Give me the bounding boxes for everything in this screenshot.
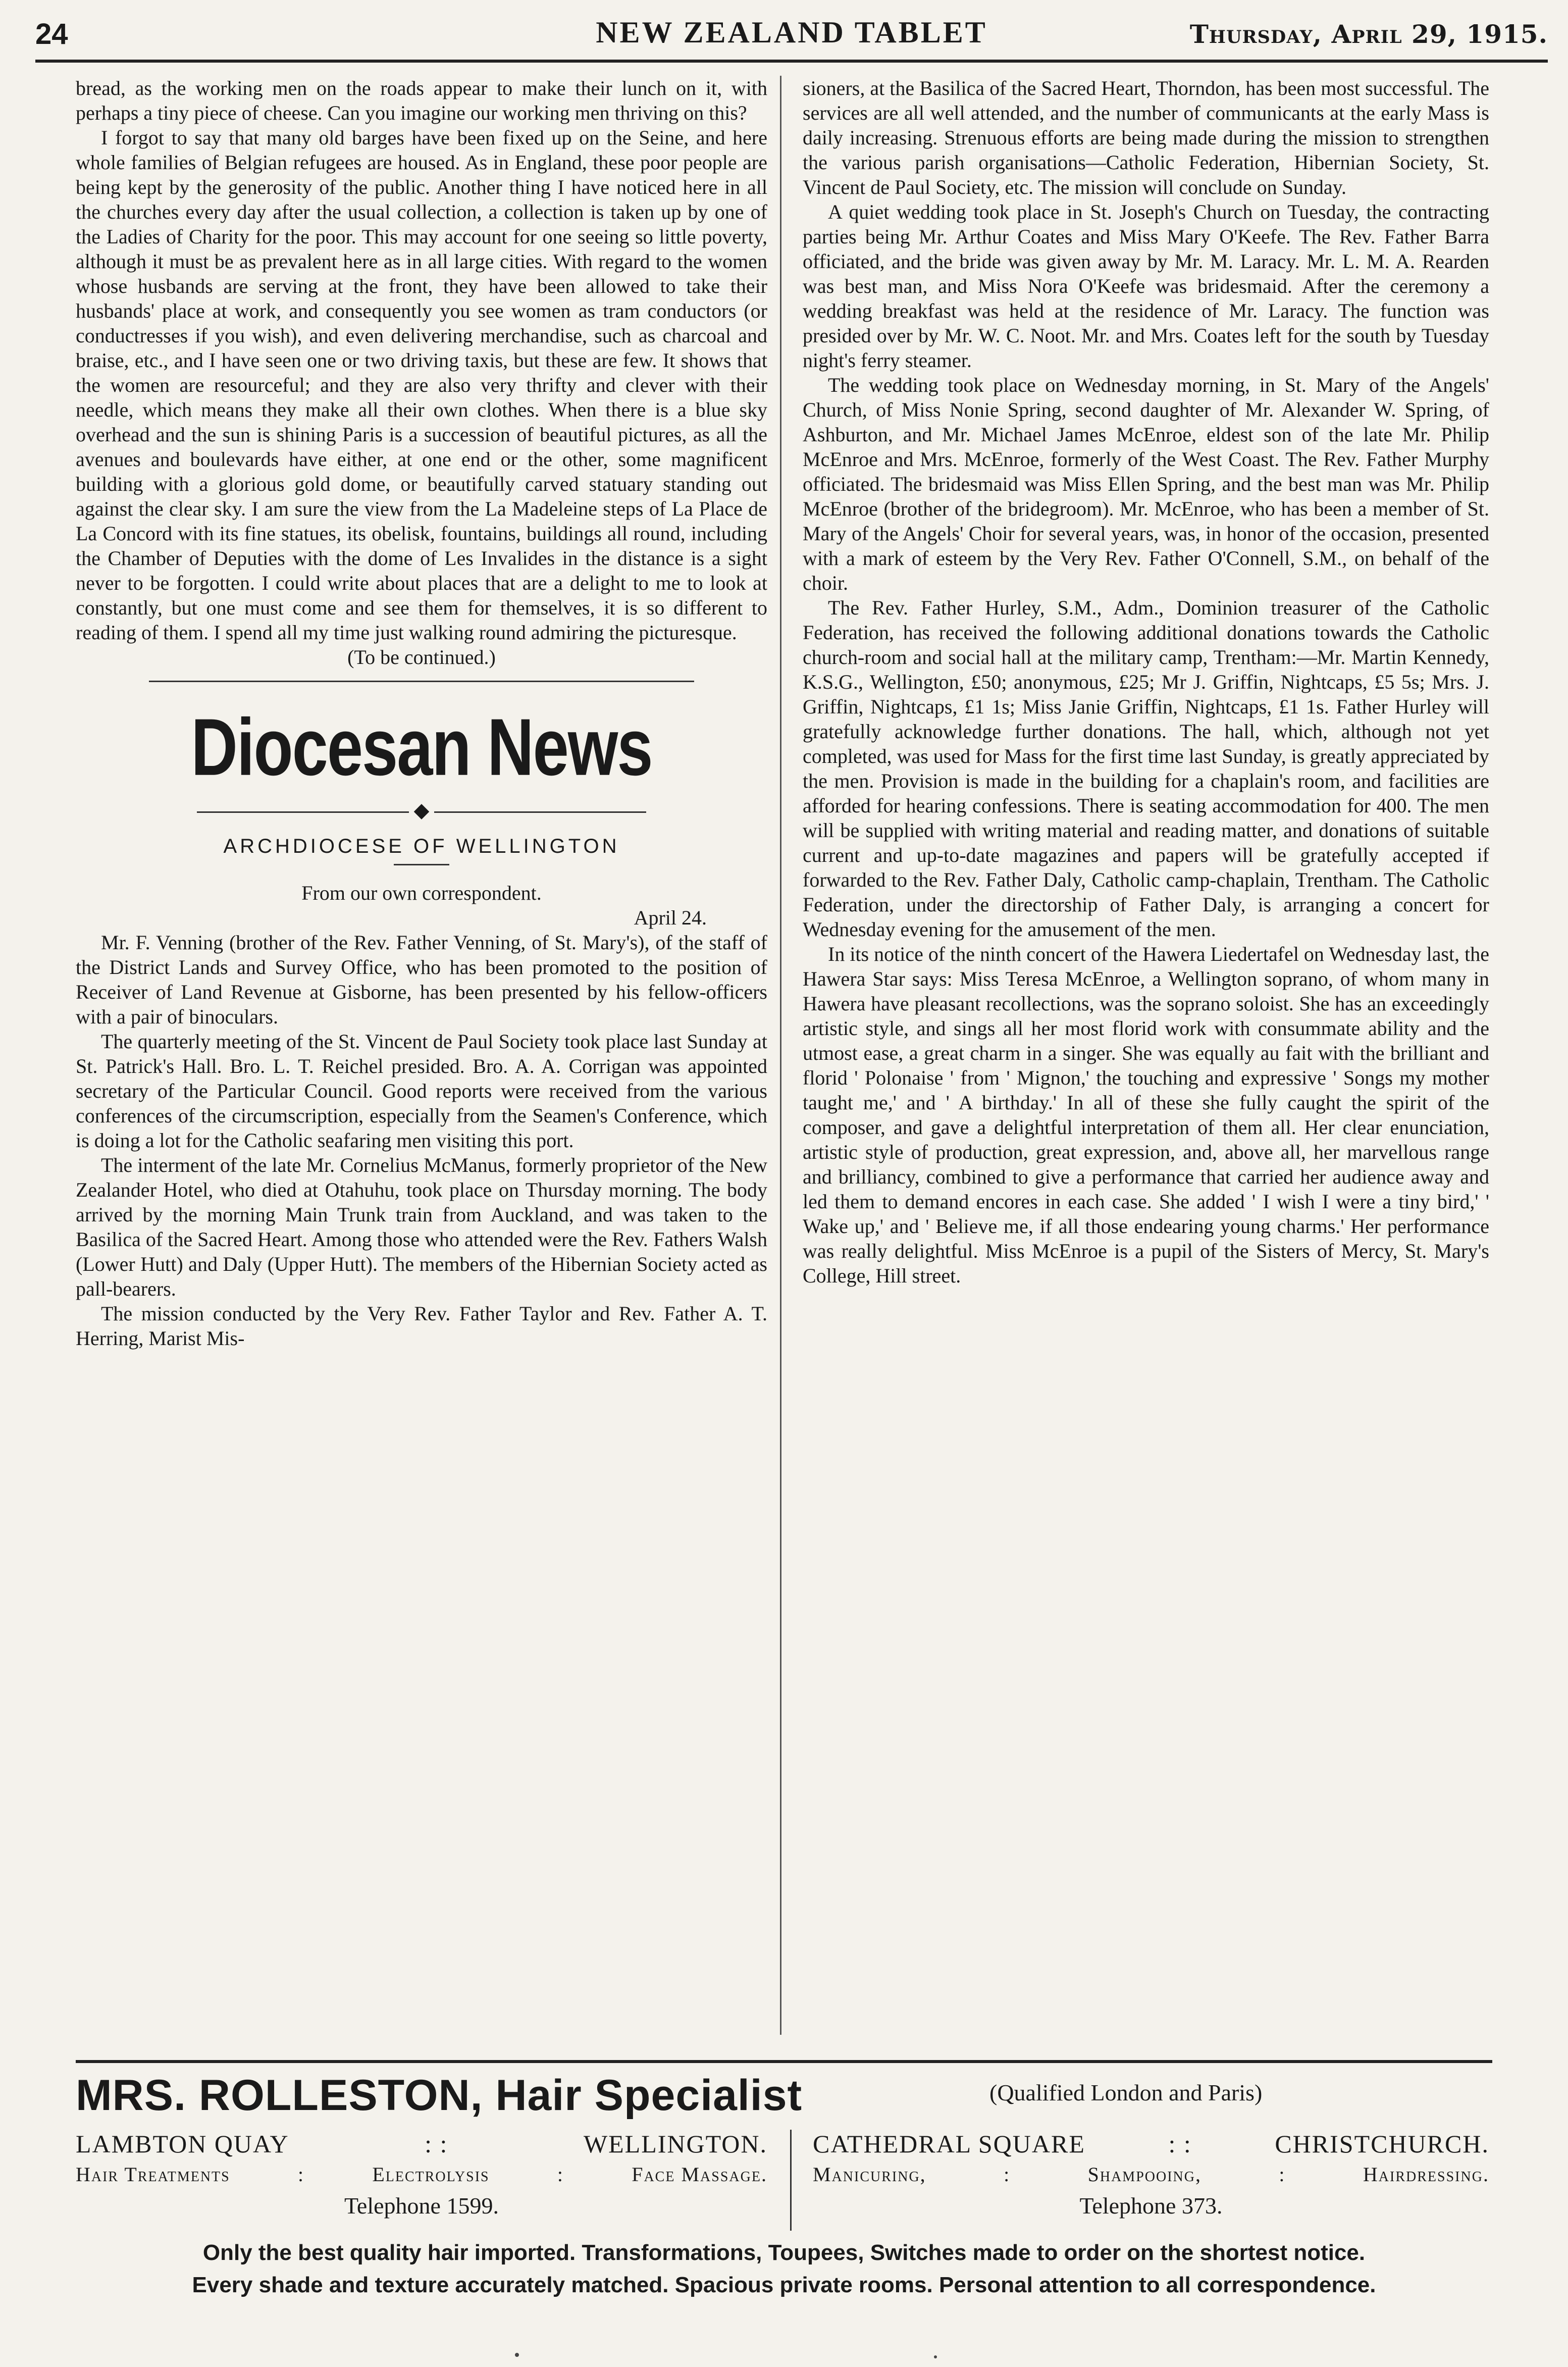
advert-footer-line: Every shade and texture accurately matched. Spacious private rooms. Personal attention to all correspondence.: [192, 2273, 1376, 2297]
paragraph: The Rev. Father Hurley, S.M., Adm., Dominion treasurer of the Catholic Federation, has received the following additional donations towards the Catholic church-room and social hall at the military camp, Trentham:—Mr. Martin Kennedy, K.S.G., Wellington, £50; anonymous, £25; Mr J. Griffin, Nightcaps, £5 5s; Mrs. J. Griffin, Nightcaps, £1 1s; Miss Janie Griffin, Nightcaps, £1 1s. Father Hurley will gratefully acknowledge further donations. The hall, which, although not yet completed, was used for Mass for the first time last Sunday, is greatly appreciated by the men. Provision is made in the building for a chaplain's room, and facilities are afforded for hearing confessions. There is seating accommodation for 400. The men will be supplied with writing material and reading matter, and donations of suitable current and up-to-date magazines and papers will be gratefully accepted if forwarded to the Rev. Father Daly, Catholic camp-chaplain, Trentham. The Catholic Federation, under the directorship of Father Daly, is arranging a concert for Wednesday evening for the amusement of the men.: [803, 596, 1489, 941]
advert-address: [76, 2128, 767, 2159]
advert-service: Face Massage.: [632, 2163, 767, 2186]
advert-service: Shampooing,: [1087, 2163, 1201, 2186]
paragraph: In its notice of the ninth concert of the Hawera Liedertafel on Wednesday last, the Hawera Star says: Miss Teresa McEnroe, a Wellington soprano, of whom many in Hawera have pleasant recollections, was the soprano soloist. She has an exceedingly artistic style, and sings all her most florid work with consummate ability and the utmost ease, a great charm in a singer. She was equally au fait with the brilliant and florid ' Polonaise ' from ' Mignon,' the touching and expressive ' Songs my mother taught me,' and ' A birthday.' In all of these she fully caught the spirit of the composer, and gave a delightful interpretation of them all. Her clear enunciation, artistic style of production, great expression, and, above all, her marvellous range and brilliancy, combined to give a performance that carried her audience away and led them to demand encores in each case. She added ' I wish I were a tiny bird,' ' Wake up,' and ' Believe me, if all those endearing young charms.' Her performance was really delightful. Miss McEnroe is a pupil of the Sisters of Mercy, St. Mary's College, Hill street.: [803, 943, 1489, 1287]
paragraph: The wedding took place on Wednesday morning, in St. Mary of the Angels' Church, of Miss Nonie Spring, second daughter of Mr. Alexander W. Spring, of Ashburton, and Mr. Michael James McEnroe, eldest son of the late Mr. Philip McEnroe and Mrs. McEnroe, formerly of the West Coast. The Rev. Father Murphy officiated. The bridesmaid was Miss Ellen Spring, and the best man was Mr. Philip McEnroe (brother of the bridegroom). Mr. McEnroe, who has been a member of St. Mary of the Angels' Choir for several years, was, in honor of the occasion, presented with a mark of esteem by the Very Rev. Father O'Connell, S.M., on behalf of the choir.: [803, 374, 1489, 594]
advert-city: CHRISTCHURCH.: [1275, 2130, 1489, 2158]
advert-footer: [76, 2237, 1492, 2301]
advert-address: [813, 2128, 1489, 2159]
news-paragraph: The interment of the late Mr. Cornelius McManus, formerly proprietor of the New Zealander Hotel, who died at Otahuhu, took place on Thursday morning. The body arrived by the morning Main Trunk train from Auckland, and was taken to the Basilica of the Sacred Heart. Among those who attended were the Rev. Fathers Walsh (Lower Hutt) and Daly (Upper Hutt). The members of the Hibernian Society acted as pall-bearers.: [76, 1154, 767, 1300]
advert-title: MRS. ROLLESTON, Hair Specialist: [76, 2071, 803, 2120]
advert-services: [813, 2159, 1489, 2190]
advert-qualification: (Qualified London and Paris): [989, 2080, 1263, 2105]
small-rule: [394, 864, 449, 865]
advert-wellington: [76, 2128, 767, 2222]
masthead: NEW ZEALAND TABLET: [596, 16, 987, 49]
advert-christchurch: [813, 2128, 1489, 2222]
advert-sep: : :: [1168, 2130, 1192, 2158]
advert-street: CATHEDRAL SQUARE: [813, 2130, 1085, 2158]
page-header: [35, 14, 1548, 63]
advert-top-rule: [76, 2060, 1492, 2063]
news-paragraph: The quarterly meeting of the St. Vincent de Paul Society took place last Sunday at St. Patrick's Hall. Bro. L. T. Reichel presided. Bro. A. A. Corrigan was appointed secretary of the Particular Council. Good reports were received from the various conferences of the circumscription, especially from the Seamen's Conference, which is doing a lot for the Catholic seafaring men visiting this port.: [76, 1030, 767, 1152]
section-title: Diocesan News: [191, 702, 652, 793]
left-column: [76, 76, 767, 1351]
issue-date: Thursday, April 29, 1915.: [1189, 19, 1548, 49]
advert-divider: [790, 2130, 792, 2231]
advert-service-sep: :: [1279, 2163, 1286, 2186]
advert-telephone: Telephone 1599.: [344, 2193, 499, 2219]
column-divider: [780, 76, 781, 2035]
right-column: [803, 76, 1489, 1288]
news-paragraph: The mission conducted by the Very Rev. Father Taylor and Rev. Father A. T. Herring, Marist Mis-: [76, 1302, 767, 1350]
dateline: April 24.: [634, 906, 707, 929]
advert-city: WELLINGTON.: [583, 2130, 767, 2158]
correspondent-line: From our own correspondent.: [301, 882, 542, 904]
paragraph: I forgot to say that many old barges have been fixed up on the Seine, and here whole families of Belgian refugees are housed. As in England, these poor people are being kept by the generosity of the public. Another thing I have noticed here in all the churches every day after the usual collection, a collection is taken up by one of the Ladies of Charity for the poor. This may account for one seeing so little poverty, although it must be as prevalent here as in all large cities. With regard to the women whose husbands are serving at the front, they have been allowed to take their husbands' place at work, and consequently you see women as tram conductors (or conductresses if you wish), and even delivering merchandise, such as charcoal and braise, etc., and I have seen one or two driving taxis, but these are few. It shows that the women are resourceful; and they are also very thrifty and clever with their needle, which means they make all their own clothes. When there is a blue sky overhead and the sun is shining Paris is a succession of beautiful pictures, as all the avenues and boulevards have either, at one end or the other, some magnificent building with a glorious gold dome, or beautifully carved statuary standing out against the clear sky. I am sure the view from the La Madeleine steps of La Place de La Concord with its fine statues, its obelisk, fountains, buildings all round, including the Chamber of Deputies with the dome of Les Invalides in the distance is a sight never to be forgotten. I could write about places that are a delight to me to look at constantly, but one must come and see them for themselves, it is so different to reading of them. I spend all my time just walking round admiring the picturesque.: [76, 126, 767, 644]
advert-sep: : :: [425, 2130, 448, 2158]
paragraph: bread, as the working men on the roads appear to make their lunch on it, with perhaps a tiny piece of cheese. Can you imagine our working men thriving on this?: [76, 77, 767, 124]
print-speck: [934, 2355, 937, 2358]
advert-service: Manicuring,: [813, 2163, 926, 2186]
advert-telephone: Telephone 373.: [1079, 2193, 1223, 2219]
advert-service-sep: :: [297, 2163, 305, 2186]
advert-service: Hairdressing.: [1363, 2163, 1489, 2186]
paragraph: A quiet wedding took place in St. Joseph's Church on Tuesday, the contracting parties being Mr. Arthur Coates and Miss Mary O'Keefe. The Rev. Father Barra officiated, and the bride was given away by Mr. M. Laracy. Mr. L. M. A. Rearden was best man, and Miss Nora O'Keefe was bridesmaid. After the ceremony a wedding breakfast was held at the residence of Mr. Laracy. The function was presided over by Mr. W. C. Noot. Mr. and Mrs. Coates left for the south by Tuesday night's ferry steamer.: [803, 200, 1489, 372]
advert-service: Hair Treatments: [76, 2163, 230, 2186]
print-speck: [515, 2353, 519, 2357]
paragraph: sioners, at the Basilica of the Sacred Heart, Thorndon, has been most successful. The services are all well attended, and the number of communicants at the early Mass is daily increasing. Strenuous efforts are being made during the mission to strengthen the various parish organisations—Catholic Federation, Hibernian Society, St. Vincent de Paul Society, etc. The mission will conclude on Sunday.: [803, 77, 1489, 198]
page-number: 24: [35, 18, 68, 50]
archdiocese-heading: ARCHDIOCESE OF WELLINGTON: [223, 835, 620, 857]
advert-footer-line: Only the best quality hair imported. Transformations, Toupees, Switches made to order on the shortest notice.: [202, 2240, 1366, 2265]
separator-rule: [149, 681, 694, 682]
advert-service-sep: :: [557, 2163, 564, 2186]
news-paragraph: Mr. F. Venning (brother of the Rev. Father Venning, of St. Mary's), of the staff of the District Lands and Survey Office, who has been promoted to the position of Receiver of Land Revenue at Gisborne, has been presented by his fellow-officers with a pair of binoculars.: [76, 931, 767, 1028]
advert-service: Electrolysis: [372, 2163, 490, 2186]
advert-street: LAMBTON QUAY: [76, 2130, 289, 2158]
ornament-divider: ◆: [76, 800, 767, 820]
advert-services: [76, 2159, 767, 2190]
advert-service-sep: :: [1004, 2163, 1011, 2186]
continued-note: (To be continued.): [347, 646, 496, 668]
